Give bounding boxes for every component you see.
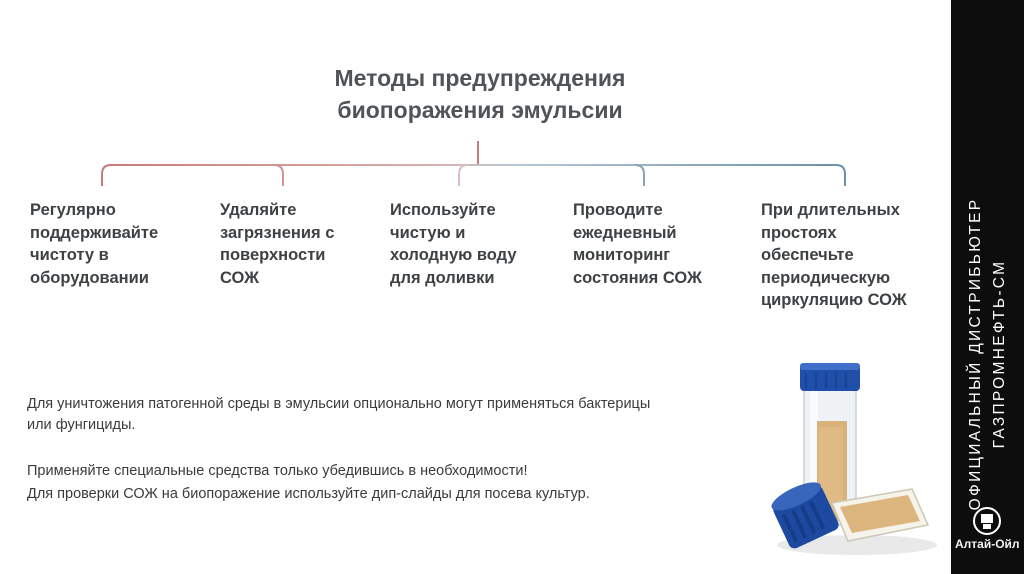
method-3-line-3: холодную воду bbox=[390, 246, 517, 264]
method-1-line-2: поддерживайте bbox=[30, 223, 159, 242]
method-5-line-4: периодическую bbox=[761, 268, 891, 287]
method-4-line-4: состояния СОЖ bbox=[573, 268, 702, 287]
paragraph-1-line-2: или фунгициды. bbox=[27, 417, 136, 433]
title-line-2: биопоражения эмульсии bbox=[337, 97, 623, 123]
distributor-caption-line-2: ГАЗПРОМНЕФТЬ-СМ bbox=[991, 259, 1008, 449]
method-5-line-3: обеспечьте bbox=[761, 246, 854, 264]
method-3-line-1: Используйте bbox=[390, 201, 496, 219]
method-4-line-3: мониторинг bbox=[573, 246, 671, 264]
method-3-line-4: для доливки bbox=[390, 268, 495, 287]
method-4-line-2: ежедневный bbox=[573, 223, 677, 242]
method-item-3 bbox=[390, 199, 517, 289]
method-item-5 bbox=[761, 199, 907, 312]
method-1-line-4: оборудовании bbox=[30, 268, 149, 287]
methods-tree-diagram bbox=[0, 0, 951, 200]
method-2-line-4: СОЖ bbox=[220, 268, 260, 287]
altai-oil-logo-icon bbox=[972, 506, 1002, 536]
method-1-line-3: чистоту в bbox=[30, 246, 109, 264]
method-2-line-3: поверхности bbox=[220, 246, 326, 264]
tree-branch-tick-2 bbox=[274, 165, 283, 186]
altai-oil-logo bbox=[951, 500, 1024, 574]
title-line-1: Методы предупреждения bbox=[334, 65, 626, 91]
dip-slide-test-tube-image bbox=[762, 355, 942, 570]
tree-branch-tick-4 bbox=[635, 165, 644, 186]
method-item-1 bbox=[30, 199, 158, 289]
method-5-line-5: циркуляцию СОЖ bbox=[761, 291, 907, 309]
method-4-line-1: Проводите bbox=[573, 201, 663, 219]
paragraph-2-line-1: Применяйте специальные средства только убедившись в необходимости! bbox=[27, 463, 528, 479]
logo-label: Алтай-Ойл bbox=[955, 537, 1020, 551]
method-5-line-2: простоях bbox=[761, 223, 837, 242]
paragraph-2-line-2: Для проверки СОЖ на биопоражение используйте дип-слайды для посева культур. bbox=[27, 486, 590, 502]
method-5-line-1: При длительных bbox=[761, 201, 900, 219]
method-item-2 bbox=[220, 199, 334, 289]
tree-branch-line bbox=[102, 165, 845, 186]
paragraph-1-line-1: Для уничтожения патогенной среды в эмульсии опционально могут применяться бактерицы bbox=[27, 396, 651, 412]
tree-branch-tick-3 bbox=[459, 165, 468, 186]
method-2-line-1: Удаляйте bbox=[220, 201, 297, 219]
method-2-line-2: загрязнения с bbox=[220, 223, 335, 242]
method-3-line-2: чистую и bbox=[390, 223, 466, 242]
method-item-4 bbox=[573, 199, 702, 289]
method-1-line-1: Регулярно bbox=[30, 201, 116, 219]
distributor-caption-line-1: ОФИЦИАЛЬНЫЙ ДИСТРИБЬЮТЕР bbox=[967, 197, 984, 511]
distributor-sidebar bbox=[951, 0, 1024, 574]
